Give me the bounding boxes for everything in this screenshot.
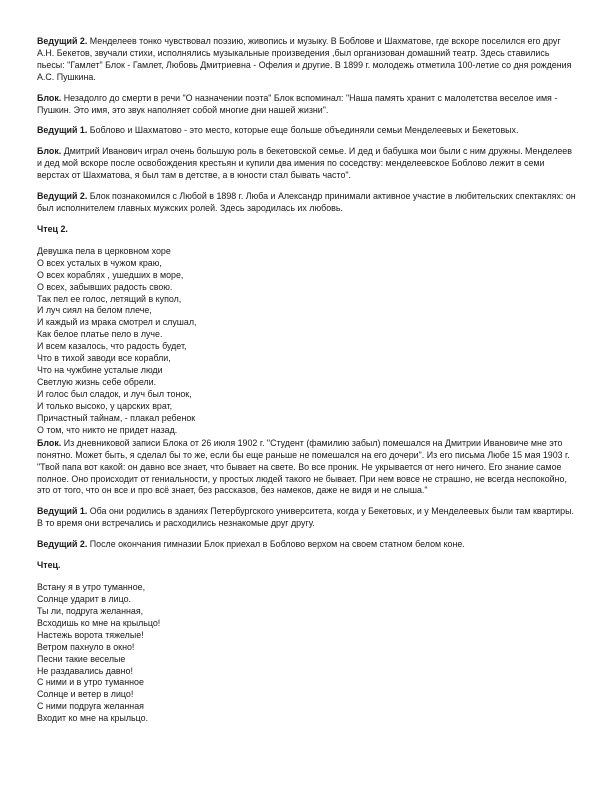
paragraph-blok-pushkin [37, 93, 576, 117]
poem-line: Ты ли, подруга желанная, [37, 605, 144, 616]
poem-line: О всех усталых в чужом краю, [37, 257, 162, 268]
paragraph-host2-horse [37, 539, 576, 551]
poem-line: Встану я в утро туманное, [37, 581, 146, 592]
speaker-label: Ведущий 2. [37, 36, 88, 46]
poem-line: Как белое платье пело в луче. [37, 329, 163, 340]
poem-line: Всходишь ко мне на крыльцо! [37, 617, 161, 628]
paragraph-blok-diary [37, 438, 576, 498]
poem-girl-sang [37, 246, 576, 437]
speaker-label: Ведущий 2. [37, 539, 88, 550]
paragraph-text: Боблово и Шахматово - это место, которые еще больше объединяли семьи Менделеевых и Бекетовых. [89, 125, 519, 136]
poem-line: Что в тихой заводи все корабли, [37, 353, 171, 364]
poem-line: Не раздавались давно! [37, 665, 133, 676]
paragraph-host2-lyuba [37, 191, 576, 215]
paragraph-text: После окончания гимназии Блок приехал в Боблово верхом на своем статном белом коне. [89, 539, 465, 550]
paragraph-host1-university [37, 506, 576, 530]
poem-line: И только высоко, у царских врат, [37, 400, 173, 411]
poem-line: Ветром пахнуло в окно! [37, 641, 135, 652]
poem-line: Так пел ее голос, летящий в купол, [37, 293, 182, 304]
poem-line: Что на чужбине усталые люди [37, 365, 163, 376]
poem-line: Настежь ворота тяжелые! [37, 629, 144, 640]
paragraph-blok-mendeleev [37, 146, 576, 182]
reader-label: Чтец. [37, 560, 61, 571]
paragraph-text: Оба они родились в зданиях Петербургского университета, когда у Бекетовых, и у Менделеевых были там квартиры. В то время они встречались и расходились незнакомые друг другу. [37, 506, 574, 529]
speaker-label: Ведущий 1. [37, 125, 88, 136]
speaker-label: Блок. [37, 146, 62, 157]
poem-line: Светлую жизнь себе обрели. [37, 377, 157, 388]
poem-line: С ними подруга желанная [37, 701, 144, 712]
poem-line: Причастный тайнам, - плакал ребенок [37, 412, 196, 423]
poem-line: О всех, забывших радость свою. [37, 281, 173, 292]
poem-line: О том, что никто не придет назад. [37, 424, 178, 435]
speaker-label: Блок. [37, 92, 62, 103]
poem-line: О всех кораблях , ушедших в море, [37, 269, 184, 280]
speaker-label: Блок. [37, 437, 62, 448]
paragraph-text: Дмитрий Иванович играл очень большую роль в бекетовской семье. И дед и бабушка мои были с ним дружны. Менделеев и дед мой вскоре после освобождения крестьян и купили два имения по соседству: менделеевское Боблово лежит в семи верстах от Шахматова, я был там в детстве, а в юности стал бывать часто". [37, 146, 572, 181]
speaker-label: Ведущий 2. [37, 191, 88, 202]
poem-line: Солнце и ветер в лицо! [37, 689, 134, 700]
reader-label: Чтец 2. [37, 223, 68, 234]
poem-line: Девушка пела в церковном хоре [37, 245, 171, 256]
paragraph-text: Менделеев тонко чувствовал поэзию, живопись и музыку. В Боблове и Шахматове, где вскоре поселился его друг А.Н. Бекетов, звучали стихи, исполнялись музыкальные произведения ,был организован домашний театр. Здесь ставились пьесы: "Гамлет" Блок - Гамлет, Любовь Дмитриевна - Офелия и другие. В 1899 г. молодежь отметила 100-летие со дня рождения А.С. Пушкина. [37, 36, 572, 82]
paragraph-text: Блок познакомился с Любой в 1898 г. Люба и Александр принимали активное участие в любительских спектаклях: он был исполнителем главных мужских ролей. Здесь зародилась их любовь. [37, 191, 576, 213]
poem-line: И голос был сладок, и луч был тонок, [37, 389, 192, 400]
poem-line: С ними и в утро туманное [37, 677, 144, 688]
poem-line: Песни такие веселые [37, 653, 126, 664]
paragraph-host2-intro [37, 36, 576, 84]
paragraph-text: Незадолго до смерти в речи "О назначении поэта" Блок вспоминал: "Наша память хранит с малолетства веселое имя - Пушкин. Это имя, это звук наполняет собой многие дни нашей жизни". [37, 92, 558, 115]
poem-line: Солнце ударит в лицо. [37, 593, 131, 604]
poem-line: И луч сиял на белом плече, [37, 305, 152, 316]
paragraph-host1-boblovo [37, 125, 576, 137]
poem-foggy-morning [37, 582, 576, 725]
paragraph-text: Из дневниковой записи Блока от 26 июля 1902 г. "Студент (фамилию забыл) помешался на Дмитрии Ивановиче мне это понятно. Может быть, я сделал бы то же, если бы еще раньше не помешался на его дочери". Из его письма Любе 15 мая 1903 г. "Твой папа вот какой: он давно все знает, что бывает на свете. Во все проник. Не укрывается от него ничего. Его знание самое полное. Оно происходит от гениальности, у простых людей такого не бывает. При нем вовсе не страшно, не всегда неспокойно, это от того, что он все и про всё знает, без рассказов, без намеков, даже не видя и не слыша." [37, 437, 570, 496]
poem-line: И каждый из мрака смотрел и слушал, [37, 317, 197, 328]
speaker-label: Ведущий 1. [37, 506, 88, 517]
poem-line: И всем казалось, что радость будет, [37, 341, 187, 352]
poem-line: Входит ко мне на крыльцо. [37, 713, 149, 724]
